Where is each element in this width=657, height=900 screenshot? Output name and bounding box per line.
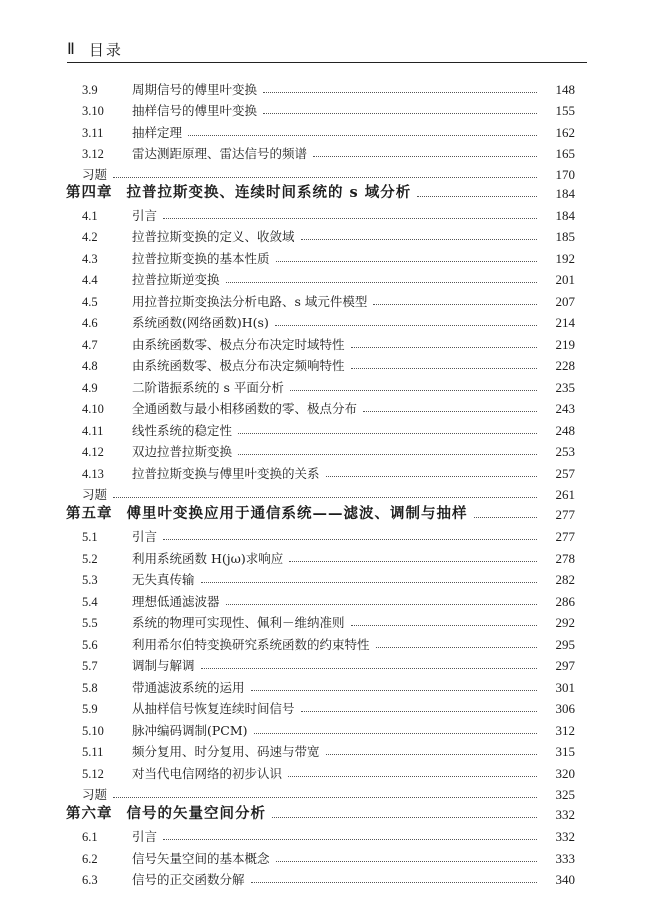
toc-entry-title: 拉普拉斯逆变换: [132, 272, 220, 287]
toc-entry-number: 5.6: [82, 638, 98, 652]
toc-entry-title: 由系统函数零、极点分布决定频响特性: [132, 358, 345, 373]
toc-entry-title: 信号的矢量空间分析: [126, 805, 266, 822]
toc-entry-page: 253: [555, 444, 575, 459]
toc-section-row: [0, 868, 657, 888]
dot-leader: [288, 776, 537, 777]
toc-chapter-row: [0, 803, 657, 823]
toc-entry-title: 系统的物理可实现性、佩利－维纳准则: [132, 615, 345, 630]
toc-entry-page: 320: [555, 766, 575, 781]
toc-section-row: [0, 825, 657, 845]
toc-entry-page: 184: [555, 208, 575, 223]
toc-entry-number: 5.2: [82, 552, 98, 566]
toc-entry-number: 4.10: [82, 402, 104, 416]
toc-entry-title: 全通函数与最小相移函数的零、极点分布: [132, 401, 358, 416]
dot-leader: [201, 668, 537, 669]
toc-entry-page: 162: [555, 125, 575, 140]
toc-entry-page: 243: [555, 401, 575, 416]
toc-section-row: [0, 676, 657, 696]
toc-entry-title: 脉冲编码调制(PCM): [132, 723, 248, 738]
toc-entry-number: 4.13: [82, 467, 104, 481]
toc-section-row: [0, 290, 657, 310]
toc-entry-number: 3.10: [82, 104, 104, 118]
toc-entry-title: 信号矢量空间的基本概念: [132, 851, 270, 866]
toc-entry-title: 拉普拉斯变换与傅里叶变换的关系: [132, 466, 320, 481]
dot-leader: [163, 839, 537, 840]
toc-entry-number: 5.11: [82, 745, 104, 759]
dot-leader: [238, 454, 537, 455]
toc-section-row: [0, 697, 657, 717]
toc-entry-title: 系统函数(网络函数)H(s): [132, 315, 269, 330]
dot-leader: [289, 561, 537, 562]
dot-leader: [188, 135, 537, 136]
toc-section-row: [0, 611, 657, 631]
toc-entry-page: 297: [555, 658, 575, 673]
toc-section-row: [0, 333, 657, 353]
dot-leader: [275, 325, 537, 326]
toc-entry-title: 习题: [82, 487, 108, 502]
toc-entry-title: 引言: [132, 208, 158, 223]
toc-entry-page: 261: [555, 487, 575, 502]
toc-section-row: [0, 268, 657, 288]
toc-entry-page: 148: [555, 82, 575, 97]
dot-leader: [226, 604, 537, 605]
toc-section-row: [0, 247, 657, 267]
dot-leader: [301, 239, 537, 240]
toc-entry-page: 278: [555, 551, 575, 566]
toc-section-row: [0, 633, 657, 653]
toc-entry-title: 信号的正交函数分解: [132, 872, 245, 887]
toc-entry-page: 185: [555, 229, 575, 244]
toc-entry-number: 第六章: [66, 805, 113, 822]
toc-entry-number: 3.11: [82, 126, 104, 140]
toc-chapter-row: [0, 182, 657, 202]
dot-leader: [290, 390, 537, 391]
dot-leader: [263, 92, 537, 93]
toc-entry-title: 习题: [82, 787, 108, 802]
toc-entry-page: 184: [555, 186, 575, 201]
toc-entry-number: 4.1: [82, 209, 98, 223]
dot-leader: [113, 797, 537, 798]
toc-entry-number: 4.9: [82, 381, 98, 395]
toc-entry-title: 线性系统的稳定性: [132, 423, 233, 438]
toc-exercise-row: [0, 483, 657, 503]
toc-entry-page: 165: [555, 146, 575, 161]
toc-entry-page: 257: [555, 466, 575, 481]
toc-section-row: [0, 462, 657, 482]
dot-leader: [254, 733, 537, 734]
toc-entry-number: 4.2: [82, 230, 98, 244]
toc-entry-title: 从抽样信号恢复连续时间信号: [132, 701, 295, 716]
dot-leader: [351, 347, 537, 348]
toc-entry-page: 170: [555, 167, 575, 182]
toc-section-row: [0, 397, 657, 417]
toc-entry-page: 248: [555, 423, 575, 438]
dot-leader: [113, 497, 537, 498]
dot-leader: [417, 196, 537, 197]
toc-section-row: [0, 440, 657, 460]
toc-entry-number: 第五章: [66, 505, 113, 522]
toc-entry-number: 5.10: [82, 724, 104, 738]
dot-leader: [276, 861, 537, 862]
toc-entry-number: 4.6: [82, 316, 98, 330]
toc-entry-page: 228: [555, 358, 575, 373]
toc-section-row: [0, 225, 657, 245]
toc-entry-number: 6.1: [82, 830, 98, 844]
dot-leader: [373, 304, 537, 305]
toc-entry-title: 利用希尔伯特变换研究系统函数的约束特性: [132, 637, 370, 652]
dot-leader: [238, 433, 537, 434]
toc-entry-number: 4.3: [82, 252, 98, 266]
toc-entry-number: 4.5: [82, 295, 98, 309]
toc-entry-page: 286: [555, 594, 575, 609]
dot-leader: [326, 754, 537, 755]
toc-section-row: [0, 762, 657, 782]
toc-entry-title: 理想低通滤波器: [132, 594, 220, 609]
toc-section-row: [0, 99, 657, 119]
dot-leader: [163, 539, 537, 540]
toc-entry-number: 3.12: [82, 147, 104, 161]
toc-entry-title: 拉普拉斯变换的定义、收敛域: [132, 229, 295, 244]
toc-entry-title: 对当代电信网络的初步认识: [132, 766, 283, 781]
toc-entry-title: 无失真传输: [132, 572, 195, 587]
toc-section-row: [0, 142, 657, 162]
toc-entry-number: 5.12: [82, 767, 104, 781]
dot-leader: [263, 113, 537, 114]
toc-entry-title: 引言: [132, 529, 158, 544]
toc-entry-page: 306: [555, 701, 575, 716]
toc-section-row: [0, 719, 657, 739]
toc-entry-page: 207: [555, 294, 575, 309]
toc-entry-page: 295: [555, 637, 575, 652]
toc-entry-number: 4.4: [82, 273, 98, 287]
toc-entry-title: 拉普拉斯变换、连续时间系统的 s 域分析: [126, 184, 412, 201]
toc-entry-title: 由系统函数零、极点分布决定时域特性: [132, 337, 345, 352]
dot-leader: [113, 177, 537, 178]
dot-leader: [251, 690, 537, 691]
toc-entry-page: 192: [555, 251, 575, 266]
dot-leader: [326, 476, 537, 477]
toc-entry-title: 利用系统函数 H(jω)求响应: [132, 551, 284, 566]
toc-entry-page: 155: [555, 103, 575, 118]
toc-entry-page: 201: [555, 272, 575, 287]
toc-entry-number: 5.8: [82, 681, 98, 695]
toc-entry-title: 双边拉普拉斯变换: [132, 444, 233, 459]
dot-leader: [251, 882, 537, 883]
page-number-roman: Ⅱ: [67, 41, 75, 58]
toc-entry-page: 333: [555, 851, 575, 866]
toc-entry-number: 6.3: [82, 873, 98, 887]
toc-entry-page: 277: [555, 507, 575, 522]
toc-entry-number: 第四章: [66, 184, 113, 201]
toc-section-row: [0, 78, 657, 98]
toc-entry-title: 频分复用、时分复用、码速与带宽: [132, 744, 320, 759]
dot-leader: [313, 156, 537, 157]
page-header: [67, 36, 587, 63]
dot-leader: [363, 411, 537, 412]
toc-entry-page: 301: [555, 680, 575, 695]
toc-entry-page: 277: [555, 529, 575, 544]
toc-entry-number: 6.2: [82, 852, 98, 866]
toc-section-row: [0, 354, 657, 374]
toc-entry-number: 4.12: [82, 445, 104, 459]
toc-section-row: [0, 419, 657, 439]
toc-entry-number: 5.7: [82, 659, 98, 673]
toc-section-row: [0, 547, 657, 567]
toc-section-row: [0, 311, 657, 331]
toc-entry-page: 312: [555, 723, 575, 738]
page-header-title: 目录: [88, 40, 123, 59]
toc-entry-number: 3.9: [82, 83, 98, 97]
toc-entry-title: 抽样信号的傅里叶变换: [132, 103, 258, 118]
toc-entry-title: 雷达测距原理、雷达信号的频谱: [132, 146, 308, 161]
toc-entry-page: 332: [555, 807, 575, 822]
dot-leader: [301, 711, 537, 712]
toc-entry-title: 调制与解调: [132, 658, 195, 673]
toc-entry-title: 带通滤波系统的运用: [132, 680, 245, 695]
toc-entry-number: 5.3: [82, 573, 98, 587]
toc-entry-number: 5.4: [82, 595, 98, 609]
toc-entry-number: 4.7: [82, 338, 98, 352]
toc-entry-number: 5.1: [82, 530, 98, 544]
toc-entry-number: 4.11: [82, 424, 104, 438]
toc-entry-title: 傅里叶变换应用于通信系统——滤波、调制与抽样: [126, 505, 468, 522]
toc-entry-page: 325: [555, 787, 575, 802]
toc-entry-title: 周期信号的傅里叶变换: [132, 82, 258, 97]
toc-entry-title: 习题: [82, 167, 108, 182]
dot-leader: [376, 647, 537, 648]
toc-chapter-row: [0, 503, 657, 523]
dot-leader: [201, 582, 537, 583]
dot-leader: [474, 517, 538, 518]
toc-section-row: [0, 654, 657, 674]
dot-leader: [351, 368, 537, 369]
toc-entry-number: 4.8: [82, 359, 98, 373]
toc-entry-title: 用拉普拉斯变换法分析电路、s 域元件模型: [132, 294, 368, 309]
dot-leader: [226, 282, 537, 283]
toc-entry-title: 引言: [132, 829, 158, 844]
toc-entry-title: 拉普拉斯变换的基本性质: [132, 251, 270, 266]
toc-section-row: [0, 590, 657, 610]
toc-section-row: [0, 568, 657, 588]
toc-entry-page: 315: [555, 744, 575, 759]
dot-leader: [272, 817, 537, 818]
toc-entry-page: 235: [555, 380, 575, 395]
toc-entry-title: 抽样定理: [132, 125, 183, 140]
toc-entry-page: 292: [555, 615, 575, 630]
toc-entry-title: 二阶谐振系统的 s 平面分析: [132, 380, 284, 395]
toc-section-row: [0, 740, 657, 760]
dot-leader: [163, 218, 537, 219]
toc-section-row: [0, 376, 657, 396]
toc-section-row: [0, 121, 657, 141]
toc-entry-number: 5.9: [82, 702, 98, 716]
toc-entry-number: 5.5: [82, 616, 98, 630]
dot-leader: [351, 625, 537, 626]
toc-exercise-row: [0, 783, 657, 803]
toc-section-row: [0, 525, 657, 545]
toc-entry-page: 219: [555, 337, 575, 352]
toc-entry-page: 214: [555, 315, 575, 330]
toc-entry-page: 332: [555, 829, 575, 844]
toc-entry-page: 282: [555, 572, 575, 587]
toc-entry-page: 340: [555, 872, 575, 887]
dot-leader: [276, 261, 537, 262]
toc-exercise-row: [0, 163, 657, 183]
toc-section-row: [0, 204, 657, 224]
toc-section-row: [0, 847, 657, 867]
